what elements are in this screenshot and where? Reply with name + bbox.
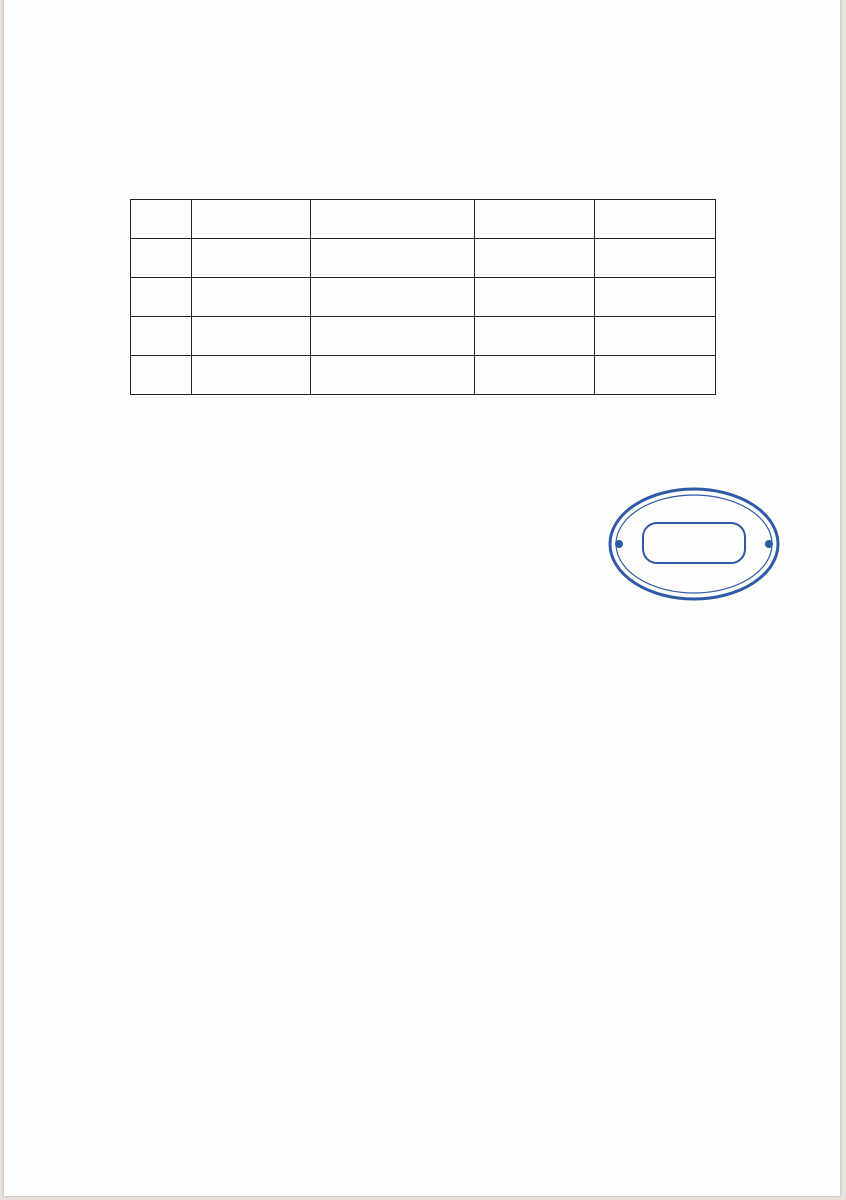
cell-name [475, 356, 595, 395]
table-header-row [131, 200, 716, 239]
table-row [131, 317, 716, 356]
cell-result [595, 317, 716, 356]
cell-no [131, 356, 192, 395]
seal-dot-right [765, 540, 773, 548]
cell-no [131, 278, 192, 317]
cell-name [475, 317, 595, 356]
cell-student-id [311, 356, 475, 395]
column-header-no [131, 200, 192, 239]
cell-no [131, 317, 192, 356]
seal-dot-left [615, 540, 623, 548]
column-header-class [192, 200, 311, 239]
cell-result [595, 239, 716, 278]
cell-student-id [311, 239, 475, 278]
cell-student-id [311, 317, 475, 356]
cell-student-id [311, 278, 475, 317]
admission-table [130, 199, 716, 395]
cell-class [192, 317, 311, 356]
column-header-result [595, 200, 716, 239]
column-header-name [475, 200, 595, 239]
cell-no [131, 239, 192, 278]
cell-result [595, 356, 716, 395]
column-header-student-id [311, 200, 475, 239]
cell-class [192, 278, 311, 317]
cell-class [192, 356, 311, 395]
cell-name [475, 239, 595, 278]
cell-class [192, 239, 311, 278]
table-row [131, 278, 716, 317]
cell-result [595, 278, 716, 317]
table-row [131, 356, 716, 395]
table-row [131, 239, 716, 278]
department-seal [607, 486, 781, 602]
cell-name [475, 278, 595, 317]
